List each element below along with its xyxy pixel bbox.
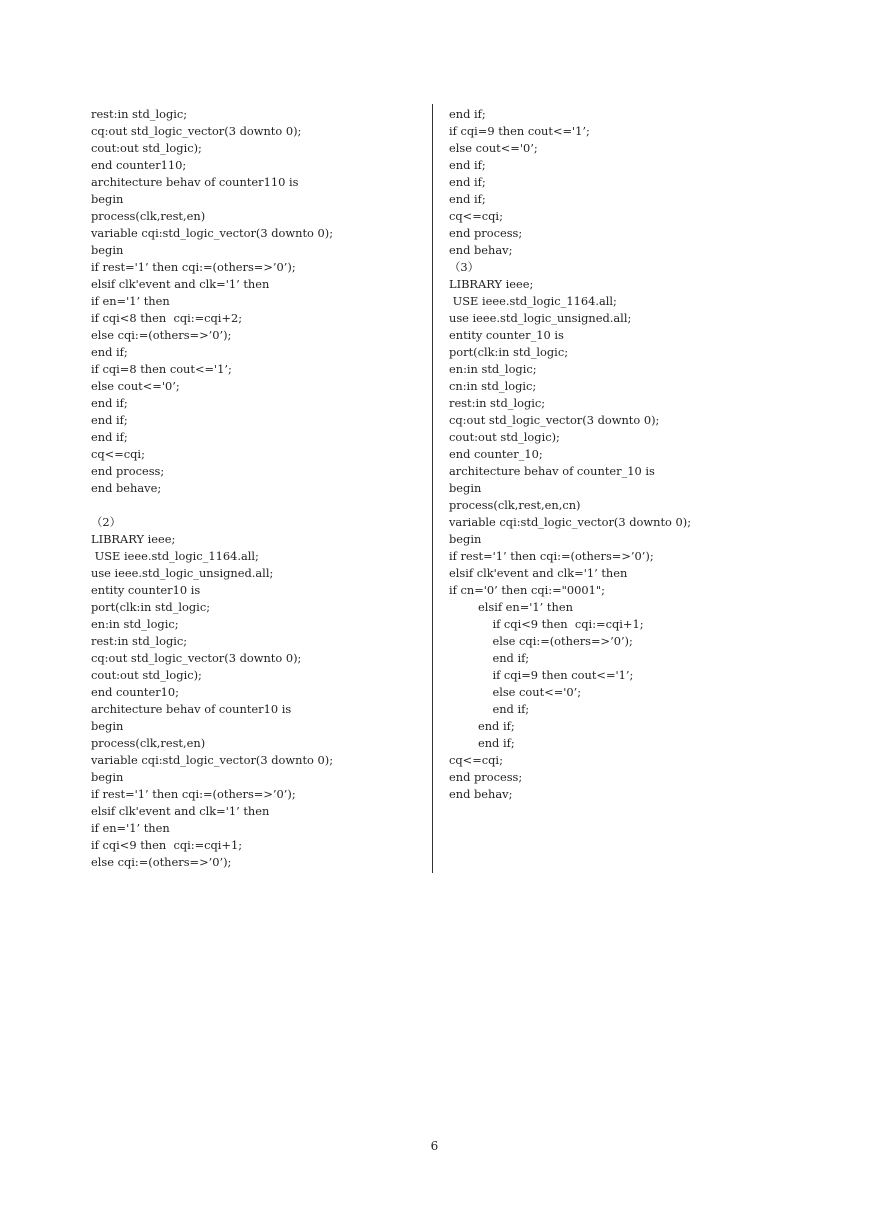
code-line: end counter10; [91,685,179,699]
code-line: （2） [91,515,122,529]
code-line: cq:out std_logic_vector(3 downto 0); [91,651,302,665]
code-line: use ieee.std_logic_unsigned.all; [91,566,274,580]
code-line: cout:out std_logic); [91,141,202,155]
code-line: begin [449,481,482,495]
code-line: port(clk:in std_logic; [91,600,211,614]
code-line: end behav; [449,787,513,801]
code-line: end if; [449,192,486,206]
code-line: if cqi<9 then cqi:=cqi+1; [449,617,644,631]
code-line: begin [91,243,124,257]
page-number: 6 [430,1139,439,1153]
code-line: end counter_10; [449,447,543,461]
code-line: port(clk:in std_logic; [449,345,569,359]
code-line: if cqi<8 then cqi:=cqi+2; [91,311,243,325]
code-line: en:in std_logic; [91,617,179,631]
code-line: architecture behav of counter_10 is [449,464,655,478]
left-code-column [91,106,421,871]
code-line: elsif clk'event and clk='1’ then [91,804,270,818]
code-line: cq:out std_logic_vector(3 downto 0); [91,124,302,138]
code-line: else cqi:=(others=>’0’); [91,328,232,342]
code-line: cq<=cqi; [449,753,503,767]
code-line: if cqi=9 then cout<='1’; [449,668,634,682]
code-line: end if; [449,736,515,750]
code-line: end counter110; [91,158,187,172]
code-line: begin [91,719,124,733]
code-line: end if; [449,158,486,172]
code-line: if en='1’ then [91,821,170,835]
code-line: cq:out std_logic_vector(3 downto 0); [449,413,660,427]
code-line: entity counter_10 is [449,328,564,342]
code-line: elsif clk'event and clk='1’ then [91,277,270,291]
code-line: cout:out std_logic); [91,668,202,682]
code-line: end if; [91,396,128,410]
code-line: use ieee.std_logic_unsigned.all; [449,311,632,325]
code-line: end process; [91,464,165,478]
code-line: rest:in std_logic; [91,634,188,648]
code-line: rest:in std_logic; [91,107,188,121]
code-line: end process; [449,770,523,784]
code-line: else cqi:=(others=>’0’); [91,855,232,869]
code-line: LIBRARY ieee; [91,532,176,546]
code-line: end if; [449,651,530,665]
code-line: end process; [449,226,523,240]
code-line: if cqi=9 then cout<='1’; [449,124,590,138]
code-line: if rest='1’ then cqi:=(others=>’0’); [91,787,296,801]
code-line: if en='1’ then [91,294,170,308]
code-line: USE ieee.std_logic_1164.all; [449,294,617,308]
code-line: cout:out std_logic); [449,430,560,444]
code-line: if rest='1’ then cqi:=(others=>’0’); [449,549,654,563]
code-line: end if; [449,107,486,121]
code-line: else cout<='0’; [449,141,538,155]
code-line: USE ieee.std_logic_1164.all; [91,549,259,563]
code-line: elsif clk'event and clk='1’ then [449,566,628,580]
code-line: end if; [91,345,128,359]
code-line: process(clk,rest,en,cn) [449,498,581,512]
code-line: （3） [449,260,480,274]
code-line: variable cqi:std_logic_vector(3 downto 0); [449,515,692,529]
code-line: end if; [91,413,128,427]
code-line: end if; [449,175,486,189]
code-line [91,497,421,514]
code-line: architecture behav of counter10 is [91,702,292,716]
code-line: entity counter10 is [91,583,201,597]
code-line: end behave; [91,481,162,495]
code-line: if rest='1’ then cqi:=(others=>’0’); [91,260,296,274]
code-line: else cqi:=(others=>’0’); [449,634,633,648]
code-line: cn:in std_logic; [449,379,537,393]
code-line: cq<=cqi; [449,209,503,223]
code-line: else cout<='0’; [91,379,180,393]
code-line: begin [449,532,482,546]
code-line: if cn='0’ then cqi:="0001"; [449,583,605,597]
right-code-column [449,106,839,803]
column-divider [432,104,433,873]
code-line: end if; [449,719,515,733]
code-line: end if; [449,702,530,716]
code-line: en:in std_logic; [449,362,537,376]
code-line: end if; [91,430,128,444]
code-line: if cqi<9 then cqi:=cqi+1; [91,838,243,852]
code-line: begin [91,770,124,784]
code-line: begin [91,192,124,206]
code-line: architecture behav of counter110 is [91,175,299,189]
code-line: cq<=cqi; [91,447,145,461]
code-line: process(clk,rest,en) [91,736,206,750]
code-line: LIBRARY ieee; [449,277,534,291]
code-line: end behav; [449,243,513,257]
code-line: variable cqi:std_logic_vector(3 downto 0); [91,226,334,240]
code-line: if cqi=8 then cout<='1’; [91,362,232,376]
code-line: else cout<='0’; [449,685,582,699]
code-line: elsif en='1’ then [449,600,573,614]
code-line: rest:in std_logic; [449,396,546,410]
code-line: variable cqi:std_logic_vector(3 downto 0); [91,753,334,767]
code-line: process(clk,rest,en) [91,209,206,223]
